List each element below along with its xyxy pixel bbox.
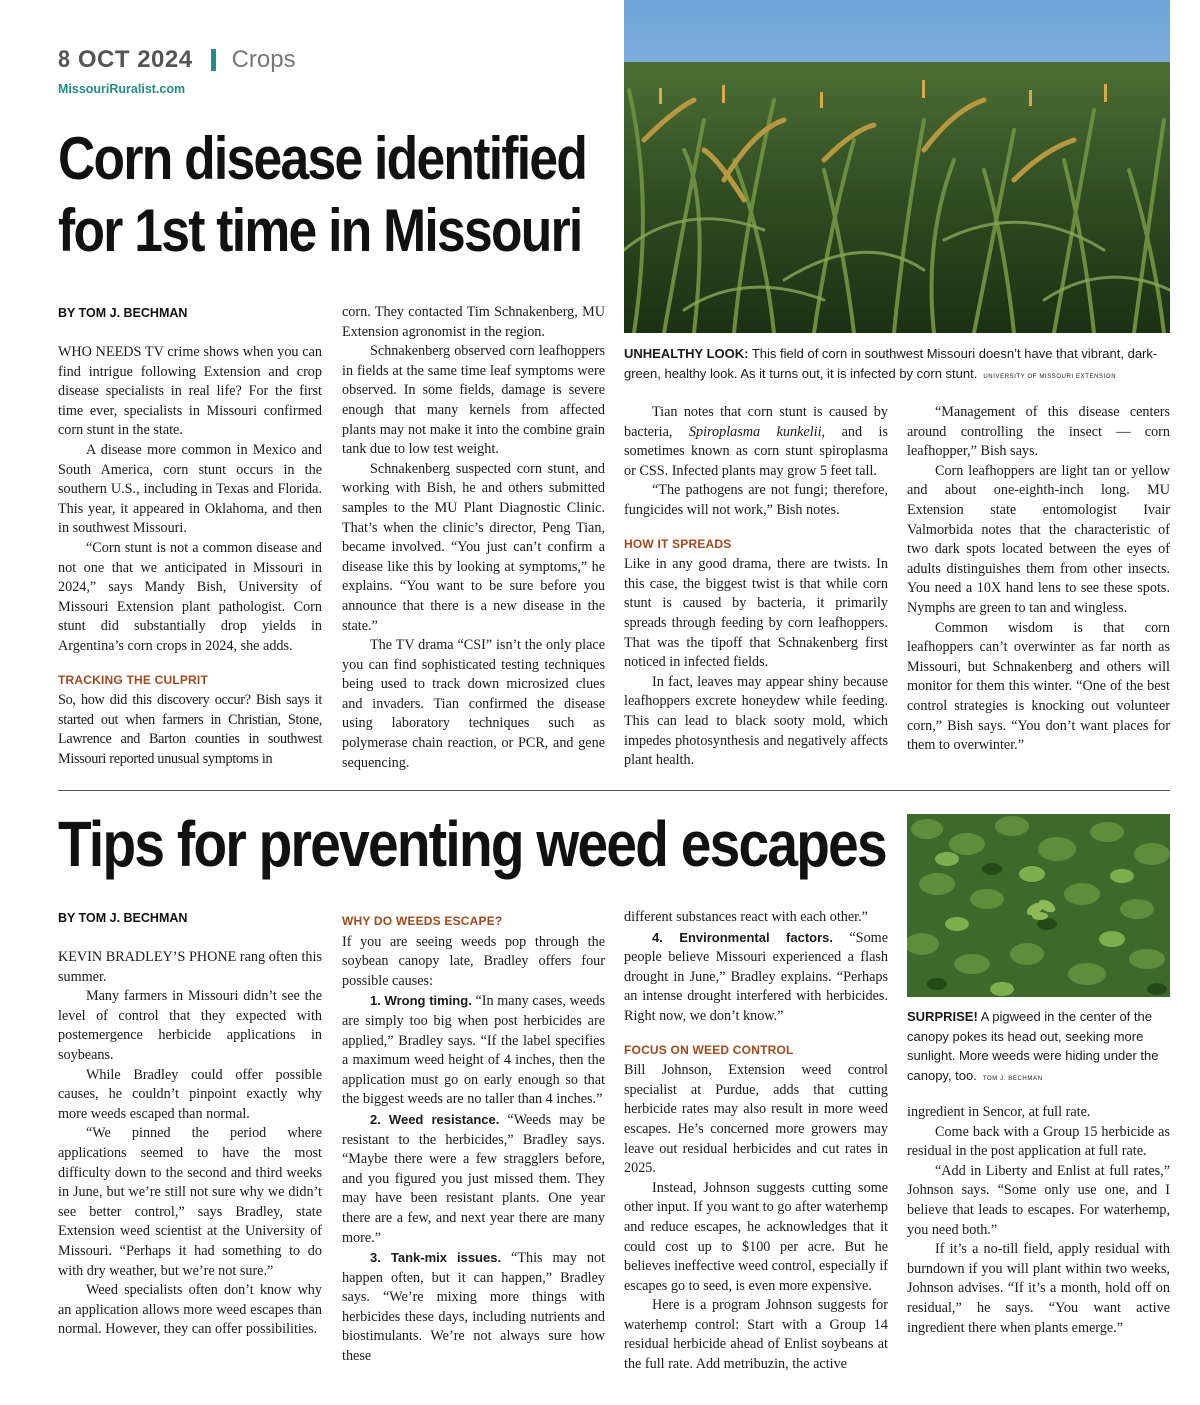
paragraph: Common wisdom is that corn leafhoppers can’t overwinter as far north as Missouri, but Schnakenberg and others will monitor for them this winter. “One of the best control strategies is knocking out volunteer corn,” Bish says. “You don’t want places for them to overwinter.” bbox=[907, 619, 1170, 754]
subhead-tracking-the-culprit: TRACKING THE CULPRIT bbox=[58, 672, 208, 687]
article1-column-1 bbox=[58, 343, 322, 769]
paragraph: Here is a program Johnson suggests for waterhemp control: Start with a Group 14 residual herbicide ahead of Enlist soybeans at the full rate. Add metribuzin, the active bbox=[624, 1297, 888, 1373]
paragraph: Schnakenberg suspected corn stunt, and working with Bish, he and others submitted samples to the MU Plant Diagnostic Clinic. That’s when the clinic’s director, Peng Tian, became involved. “You just can’t confirm a disease like this by looking at symptoms,” he explains. “You want to be sure before you announce that there is a new disease in the state.” bbox=[342, 460, 605, 634]
website-link[interactable]: MissouriRuralist.com bbox=[58, 82, 186, 96]
list-item bbox=[342, 1248, 605, 1367]
paragraph: A disease more common in Mexico and South America, corn stunt occurs in the southern U.S., including in Texas and Florida. This year, it appeared in Oklahoma, and then in southwest Missouri. bbox=[58, 441, 322, 537]
species-name: Spiroplasma kunkelii bbox=[688, 423, 822, 440]
paragraph: ingredient in Sencor, at full rate. bbox=[907, 1104, 1091, 1120]
paragraph: Instead, Johnson suggests cutting some other input. If you want to go after waterhemp and reduce escapes, he acknowledges that it could cost up to $100 per acre. But he believes ineffective weed control, especially if escapes go to seed, is even more expensive. bbox=[624, 1179, 888, 1294]
article2-column-2 bbox=[342, 908, 605, 1367]
item-text: “This may not happen often, but it can happen,” Bradley says. “We’re mixing more things with herbicides these days, including nutrients and biostimulants. We’re not always sure how these bbox=[342, 1250, 606, 1365]
paragraph: corn. They contacted Tim Schnakenberg, MU Extension agronomist in the region. bbox=[342, 304, 605, 340]
article2-column-4 bbox=[907, 1103, 1170, 1338]
paragraph: Many farmers in Missouri didn’t see the level of control that they expected with postemergence herbicide applications in soybeans. bbox=[58, 988, 322, 1063]
article1-headline-line2: for 1st time in Missouri bbox=[58, 197, 582, 264]
photo-credit: UNIVERSITY OF MISSOURI EXTENSION bbox=[983, 373, 1117, 380]
caption-text: This field of corn in southwest Missouri doesn’t have that vibrant, dark-green, healthy look. As it turns out, it is infected by corn stunt. bbox=[624, 346, 1158, 381]
paragraph: If you are seeing weeds pop through the soybean canopy late, Bradley offers four possible causes: bbox=[342, 933, 605, 989]
list-item bbox=[342, 991, 605, 1110]
paragraph: WHO NEEDS TV crime shows when you can find intrigue following Extension and crop disease specialists in real life? For the first time ever, specialists in Missouri confirmed corn stunt in the state. bbox=[58, 344, 322, 439]
item-label: 1. Wrong timing. bbox=[370, 993, 472, 1009]
article1-column-2 bbox=[342, 303, 605, 773]
list-item bbox=[624, 928, 888, 1027]
paragraph: Bill Johnson, Extension weed control specialist at Purdue, adds that cutting herbicide rates may also result in more weed escapes. He’s concerned more growers may leave out residual herbicides and cut rates in 2025. bbox=[624, 1062, 888, 1177]
article-divider bbox=[58, 790, 1170, 791]
paragraph: Like in any good drama, there are twists. In this case, the biggest twist is that while corn stunt is caused by bacteria, it primarily spreads through feeding by corn leafhoppers. That was the tipoff that Schnakenberg first noticed in infected fields. bbox=[624, 556, 888, 671]
article2-column-3 bbox=[624, 908, 888, 1375]
article1-byline: BY TOM J. BECHMAN bbox=[58, 306, 188, 320]
caption-lead: UNHEALTHY LOOK: bbox=[624, 346, 749, 361]
article2-byline: BY TOM J. BECHMAN bbox=[58, 911, 188, 925]
page-number: 8 bbox=[58, 46, 71, 73]
article2-headline: Tips for preventing weed escapes bbox=[58, 808, 886, 880]
paragraph: If it’s a no-till field, apply residual with burndown if you will plant within two weeks, Johnson advises. “If it’s a month, hold off on residual,” he says. “You want active ingredient there when plants emerge.” bbox=[907, 1241, 1170, 1336]
issue-date: OCT 2024 bbox=[77, 46, 193, 73]
paragraph-text: , and is sometimes known as corn stunt spiroplasma or CSS. Infected plants may grow 5 feet tall. bbox=[624, 423, 888, 479]
paragraph: Weed specialists often don’t know why an application allows more weed escapes than normal. However, they can offer possibilities. bbox=[58, 1282, 322, 1338]
list-item bbox=[342, 1110, 605, 1248]
item-text: “In many cases, weeds are simply too big when post herbicides are applied,” Bradley says. “If the label specifies a maximum weed height of 4 inches, then the application must go on early enough so that the biggest weeds are no taller than 4 inches.” bbox=[342, 993, 605, 1108]
paragraph: different substances react with each other.” bbox=[624, 909, 868, 925]
subhead-why-do-weeds-escape: WHY DO WEEDS ESCAPE? bbox=[342, 914, 503, 928]
item-label: 3. Tank-mix issues. bbox=[370, 1250, 502, 1266]
paragraph: So, how did this discovery occur? Bish says it started out when farmers in Christian, Stone, Lawrence and Barton counties in southwest Missouri reported unusual symptoms in bbox=[58, 692, 322, 767]
soybean-canopy-photo bbox=[907, 814, 1170, 997]
item-text: “Some people believe Missouri experienced a flash drought in June,” Bradley explains. “Perhaps an intense drought interfered with herbicides. Right now, we don’t know.” bbox=[624, 929, 888, 1024]
corn-field-photo bbox=[624, 0, 1170, 333]
paragraph-text: Tian notes that corn stunt is caused by bacteria, bbox=[624, 404, 888, 440]
article1-headline-line1: Corn disease identified bbox=[58, 125, 587, 192]
folio-divider bbox=[211, 49, 216, 71]
subhead-focus-on-weed-control: FOCUS ON WEED CONTROL bbox=[624, 1042, 794, 1057]
soybean-photo-caption bbox=[907, 1007, 1163, 1089]
caption-text: A pigweed in the center of the canopy pokes its head out, seeking more sunlight. More weeds were hiding under the canopy, too. bbox=[907, 1009, 1159, 1083]
item-label: 4. Environmental factors. bbox=[652, 929, 833, 945]
paragraph: While Bradley could offer possible causes, he couldn’t pinpoint exactly why more weeds escaped than normal. bbox=[58, 1066, 322, 1122]
corn-photo-caption bbox=[624, 344, 1170, 387]
paragraph: KEVIN BRADLEY’S PHONE rang often this summer. bbox=[58, 949, 322, 985]
article1-column-3 bbox=[624, 403, 888, 771]
page-folio bbox=[58, 46, 296, 74]
article2-column-1 bbox=[58, 948, 322, 1340]
photo-credit: TOM J. BECHMAN bbox=[982, 1075, 1043, 1082]
paragraph: “We pinned the period where applications seemed to have the most difficulty down to the second and third weeks in June, but we’re still not sure why we didn’t see better control,” says Bradley, state Extension weed scientist at the University of Missouri. “Perhaps it had something to do with dry weather, but we’re not sure.” bbox=[58, 1125, 322, 1279]
paragraph bbox=[624, 403, 888, 481]
paragraph: “Add in Liberty and Enlist at full rates,” Johnson says. “Some only use one, and I believe that leads to escapes. For waterhemp, you need both.” bbox=[907, 1162, 1170, 1238]
paragraph: “Corn stunt is not a common disease and not one that we anticipated in Missouri in 2024,” says Mandy Bish, University of Missouri Extension plant pathologist. Corn stunt did substantially drop yields in Argentina’s corn crops in 2024, she adds. bbox=[58, 539, 322, 654]
item-text: “Weeds may be resistant to the herbicides,” Bradley says. “Maybe there were a few stragglers before, and you figured you just missed them. They may have been resistant plants. One year there are a few, and next year there are many more.” bbox=[342, 1111, 605, 1246]
paragraph: Schnakenberg observed corn leafhoppers in fields at the same time leaf symptoms were observed. In some fields, damage is severe enough that many kernels from affected plants may not make it into the combine grain tank due to low test weight. bbox=[342, 343, 605, 458]
paragraph: “The pathogens are not fungi; therefore, fungicides will not work,” Bish notes. bbox=[624, 482, 888, 518]
paragraph: The TV drama “CSI” isn’t the only place you can find sophisticated testing techniques being used to track down microsized clues and invaders. Tian confirmed the disease using laboratory techniques such as polymerase chain reaction, or PCR, and gene sequencing. bbox=[342, 637, 605, 771]
article1-column-4 bbox=[907, 403, 1170, 756]
paragraph: “Management of this disease centers around controlling the insect — corn leafhopper,” Bish says. bbox=[907, 404, 1170, 460]
subhead-how-it-spreads: HOW IT SPREADS bbox=[624, 536, 732, 551]
caption-lead: SURPRISE! bbox=[907, 1009, 978, 1024]
paragraph: Come back with a Group 15 herbicide as residual in the post application at full rate. bbox=[907, 1123, 1170, 1160]
section-name: Crops bbox=[231, 46, 296, 73]
item-label: 2. Weed resistance. bbox=[370, 1111, 500, 1127]
paragraph: In fact, leaves may appear shiny because leafhoppers excrete honeydew while feeding. This can lead to black sooty mold, which impedes photosynthesis and negatively affects plant health. bbox=[624, 673, 888, 769]
paragraph: Corn leafhoppers are light tan or yellow and about one-eighth-inch long. MU Extension state entomologist Ivair Valmorbida notes that the characteristic of two dark spots located between the eyes of adults distinguishes them from other insects. You need a 10X hand lens to see these spots. Nymphs are green to tan and wingless. bbox=[907, 462, 1170, 616]
